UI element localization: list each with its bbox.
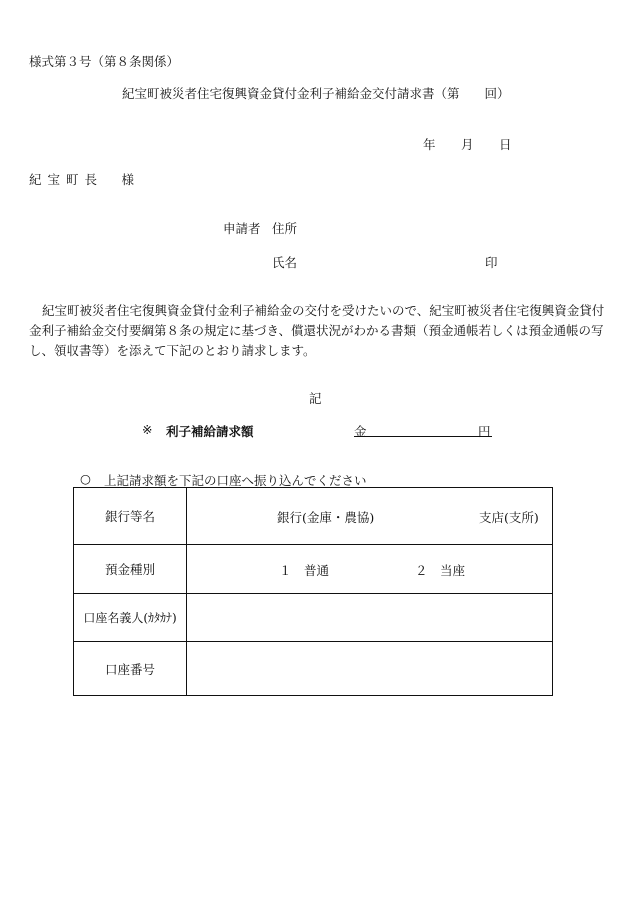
address-label: 住所 xyxy=(272,221,298,236)
table-row-deposit-type xyxy=(74,545,553,594)
bank-suffix-label: 銀行(金庫・農協) xyxy=(277,510,375,525)
applicant-label: 申請者 xyxy=(223,221,261,236)
table-row-account-holder xyxy=(74,594,553,642)
bank-name-label: 銀行等名 xyxy=(74,488,187,545)
claim-amount-field[interactable] xyxy=(354,420,492,437)
request-body-text: 紀宝町被災者住宅復興資金貸付金利子補給金の交付を受けたいので、紀宝町被災者住宅復興資金貸付金利子補給金交付要綱第８条の規定に基づき、償還状況がわかる書類（預金通帳若しくは預金通帳の写し、領収書等）を添えて下記のとおり請求します。 xyxy=(29,303,605,358)
date-month-label: 月 xyxy=(461,137,474,152)
name-label: 氏名 xyxy=(272,255,298,270)
deposit-option-ordinary[interactable]: １ 普通 xyxy=(279,563,330,578)
claim-asterisk-mark: ※ xyxy=(142,422,153,437)
deposit-type-label: 預金種別 xyxy=(74,545,187,594)
deposit-type-field[interactable] xyxy=(187,545,553,594)
date-year-label: 年 xyxy=(423,137,436,152)
addressee: 紀宝町長 様 xyxy=(29,172,141,187)
account-number-field[interactable] xyxy=(187,642,553,696)
form-number: 様式第３号（第８条関係） xyxy=(29,54,180,69)
table-row-bank-name xyxy=(74,488,553,545)
bank-name-field[interactable] xyxy=(187,488,553,545)
deposit-option-current[interactable]: ２ 当座 xyxy=(415,563,466,578)
kin-label: 金 xyxy=(354,424,367,439)
date-day-label: 日 xyxy=(499,137,512,152)
transfer-instruction: 上記請求額を下記の口座へ振り込んでください xyxy=(104,473,367,488)
table-row-account-number xyxy=(74,642,553,696)
seal-mark: 印 xyxy=(485,255,498,270)
ki-heading: 記 xyxy=(309,391,322,406)
branch-suffix-label: 支店(支所) xyxy=(479,510,539,525)
account-number-label: 口座番号 xyxy=(74,642,187,696)
bank-account-table xyxy=(73,487,553,696)
account-holder-field[interactable] xyxy=(187,594,553,642)
circle-bullet-icon: ○ xyxy=(80,471,91,486)
claim-amount-label: 利子補給請求額 xyxy=(166,424,254,439)
document-title: 紀宝町被災者住宅復興資金貸付金利子補給金交付請求書（第 回） xyxy=(122,86,510,101)
account-holder-label: 口座名義人(ｶﾀｶﾅ) xyxy=(74,594,187,642)
yen-label: 円 xyxy=(478,424,491,439)
